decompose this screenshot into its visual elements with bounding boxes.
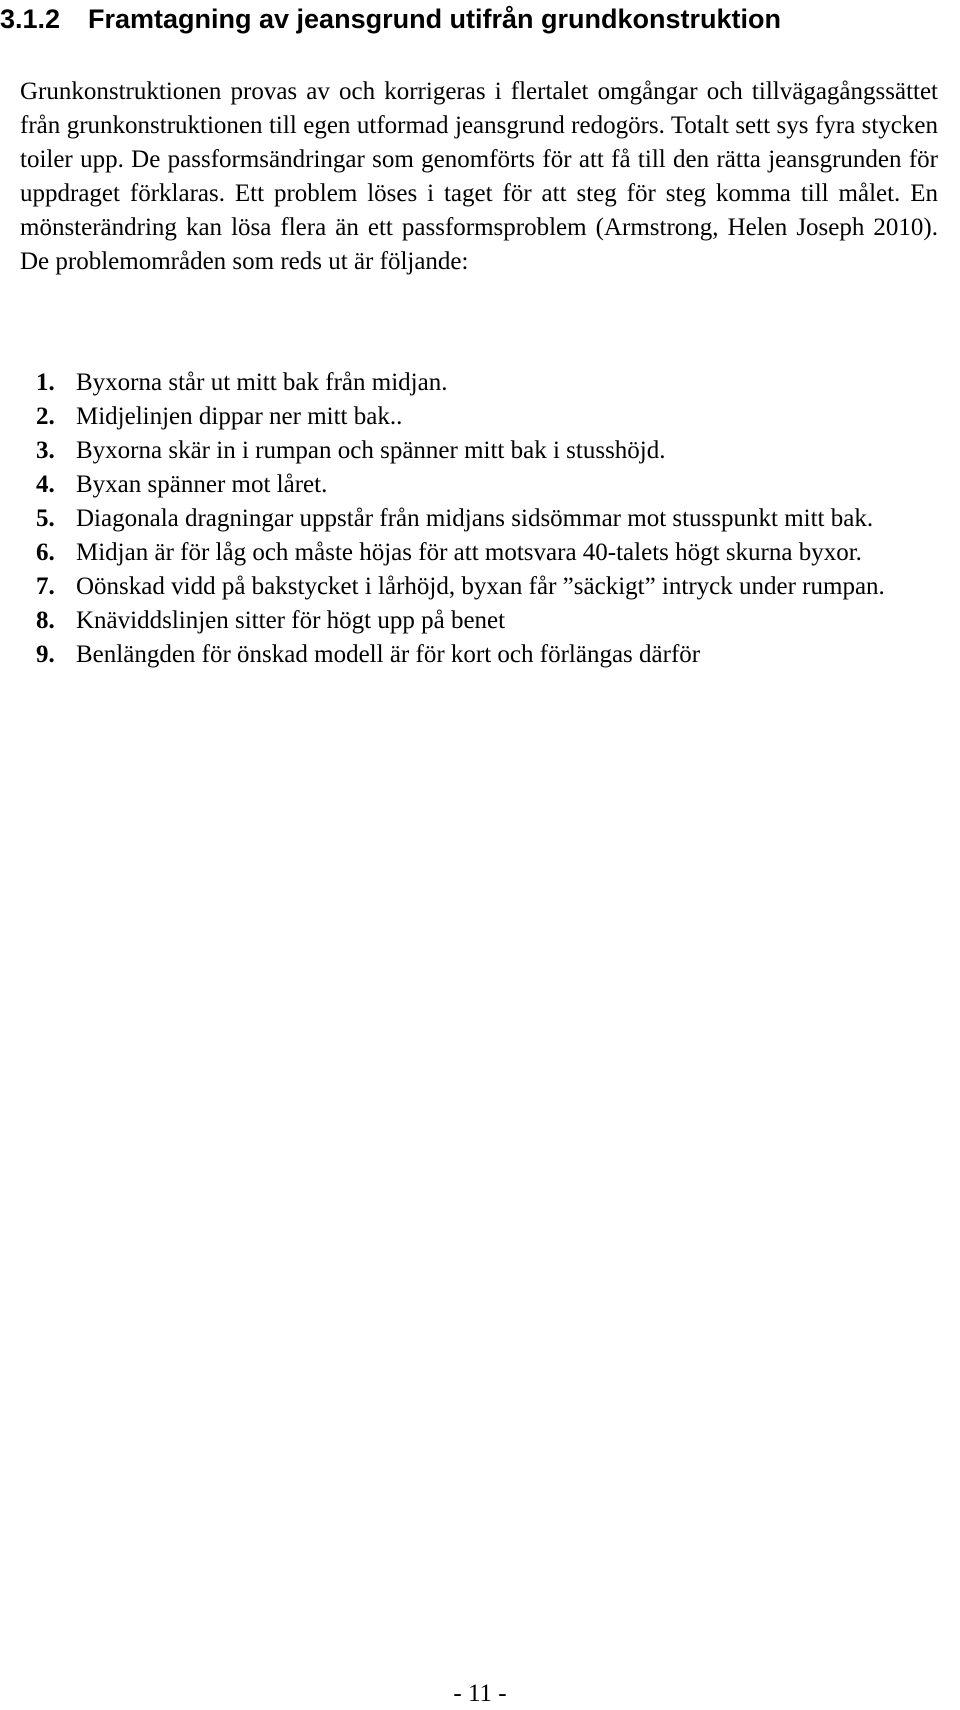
- list-item-text: Byxorna står ut mitt bak från midjan.: [76, 369, 448, 396]
- intro-paragraph: Grunkonstruktionen provas av och korrigeras i flertalet omgångar och tillvägagångssättet från grunkonstruktionen till egen utformad jeansgrund redogörs. Totalt sett sys fyra stycken toiler upp. De passformsändringar som genomförts för att få till den rätta jeansgrunden för uppdraget förklaras. Ett problem löses i taget för att steg för steg komma till målet. En mönsterändring kan lösa flera än ett passformsproblem (Armstrong, Helen Joseph 2010). De problemområden som reds ut är följande:: [20, 78, 938, 275]
- list-item: [20, 570, 938, 604]
- list-item-number: 4.: [36, 471, 55, 498]
- list-item: [20, 502, 938, 536]
- section-heading: [0, 0, 781, 38]
- list-item-text: Byxorna skär in i rumpan och spänner mitt bak i stusshöjd.: [76, 437, 666, 464]
- list-item-text: Byxan spänner mot låret.: [76, 471, 328, 498]
- list-item-number: 9.: [36, 641, 55, 668]
- list-item-number: 7.: [36, 573, 55, 600]
- list-item-number: 8.: [36, 607, 55, 634]
- list-item: [20, 400, 938, 434]
- list-item-text: Midjan är för låg och måste höjas för att motsvara 40-talets högt skurna byxor.: [76, 539, 862, 566]
- list-item-number: 1.: [36, 369, 55, 396]
- section-title: Framtagning av jeansgrund utifrån grundkonstruktion: [88, 4, 782, 34]
- list-item: [20, 434, 938, 468]
- list-item: [20, 366, 938, 400]
- list-item: [20, 638, 938, 672]
- list-item: [20, 468, 938, 502]
- list-item-number: 6.: [36, 539, 55, 566]
- list-item: [20, 604, 938, 638]
- list-item-text: Midjelinjen dippar ner mitt bak..: [76, 403, 403, 430]
- page-number: - 11 -: [453, 1680, 507, 1707]
- list-item-text: Oönskad vidd på bakstycket i lårhöjd, byxan får ”säckigt” intryck under rumpan.: [76, 573, 885, 600]
- list-item-number: 2.: [36, 403, 55, 430]
- list-item-text: Knäviddslinjen sitter för högt upp på benet: [76, 607, 506, 634]
- section-number: 3.1.2: [0, 4, 61, 34]
- problem-list: [20, 366, 938, 672]
- list-item-text: Diagonala dragningar uppstår från midjans sidsömmar mot stusspunkt mitt bak.: [76, 505, 874, 532]
- list-item-number: 5.: [36, 505, 55, 532]
- list-item: [20, 536, 938, 570]
- list-item-text: Benlängden för önskad modell är för kort och förlängas därför: [76, 641, 701, 668]
- list-item-number: 3.: [36, 437, 55, 464]
